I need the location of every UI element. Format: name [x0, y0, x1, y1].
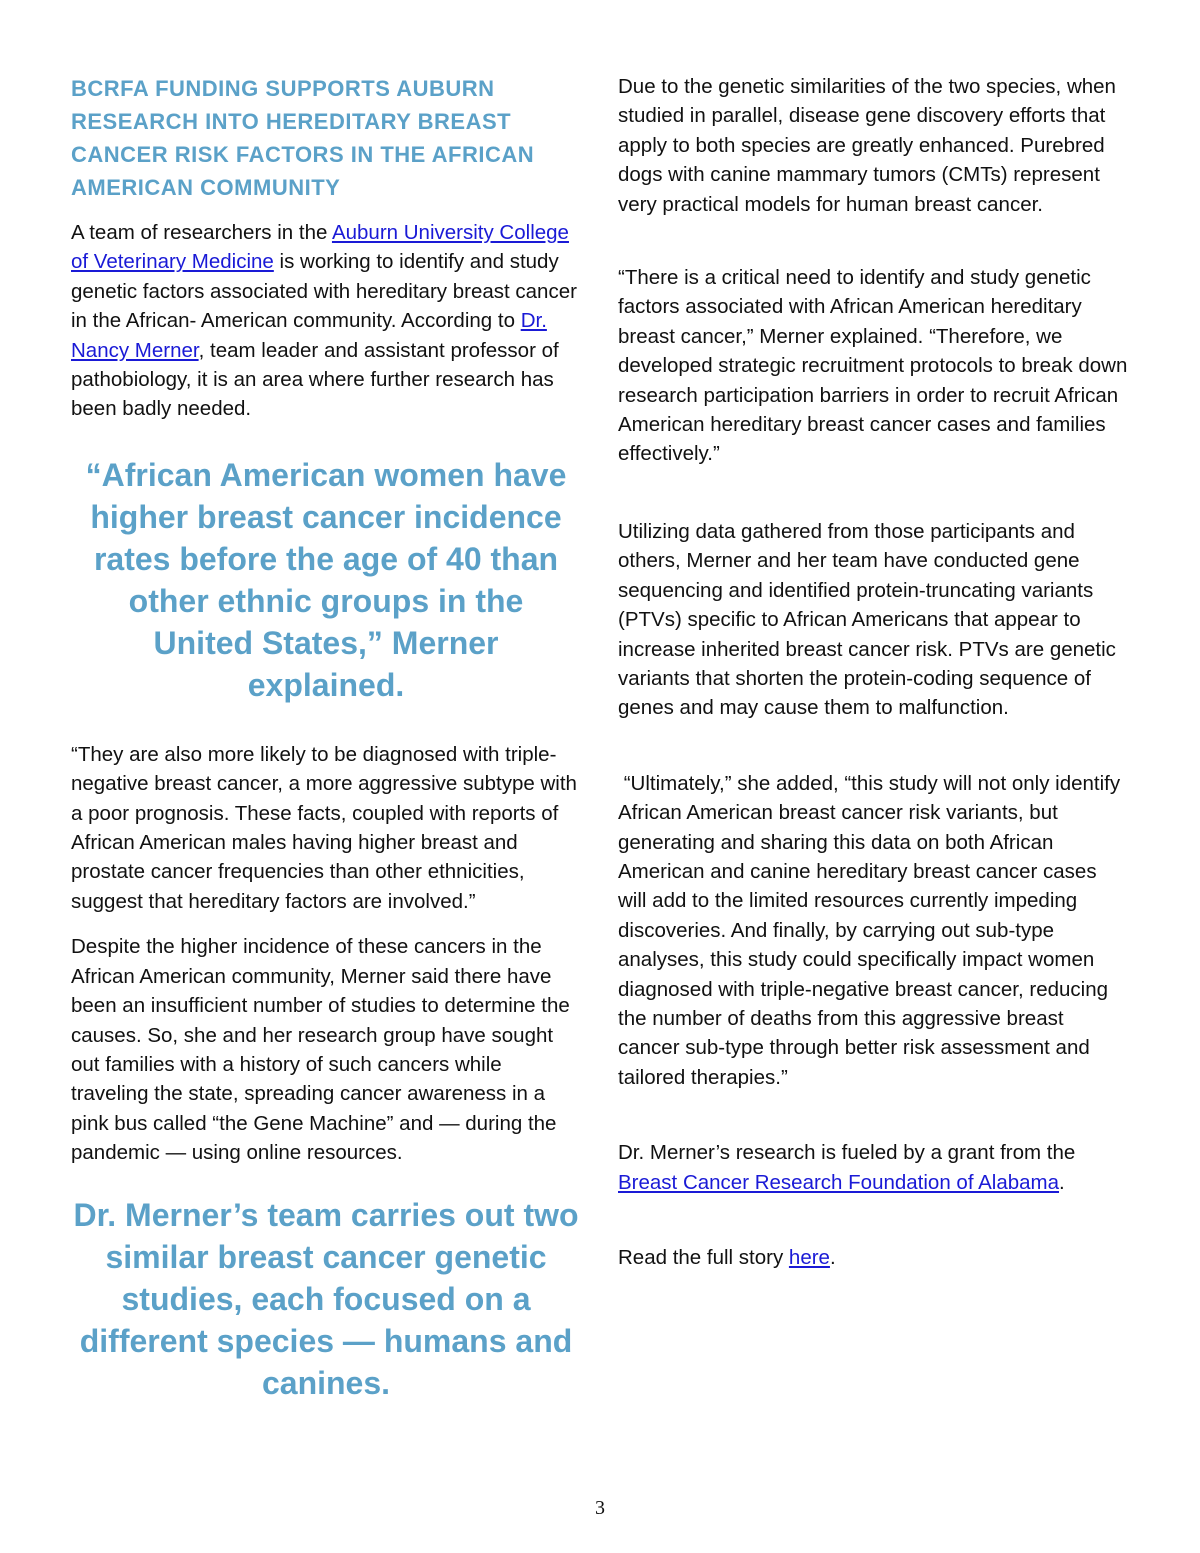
left-column — [71, 72, 581, 1404]
genetic-similarities-paragraph: Due to the genetic similarities of the two species, when studied in parallel, disease gene discovery efforts that apply to both species are greatly enhanced. Purebred dogs with canine mammary tumors (CMTs) represent very practical models for human breast cancer. — [618, 75, 1116, 216]
bcrfa-link[interactable]: Breast Cancer Research Foundation of Alabama — [618, 1170, 1060, 1194]
critical-need-paragraph: “There is a critical need to identify and study genetic factors associated with African American hereditary breast cancer,” Merner explained. “Therefore, we developed strategic recruitment protocols to break down research participation barriers in order to recruit African American hereditary breast cancer cases and families effectively.” — [618, 266, 1128, 466]
read-more-period: . — [829, 1246, 836, 1269]
funding-paragraph — [618, 1138, 1128, 1197]
intro-text-1: A team of researchers in the — [71, 221, 332, 244]
right-column — [618, 72, 1128, 1272]
ultimately-paragraph: “Ultimately,” she added, “this study will not only identify African American breast cancer risk variants, but generating and sharing this data on both African American and canine hereditary breast cancer cases will add to the limited resources currently impeding discoveries. And finally, by carrying out sub-type analyses, this study could specifically impact women diagnosed with triple-negative breast cancer, reducing the number of deaths from this aggressive breast cancer sub-type through better risk assessment and tailored therapies.” — [618, 771, 1125, 1089]
page-number: 3 — [595, 1497, 605, 1519]
read-full-story-link[interactable]: here — [788, 1246, 830, 1269]
intro-text-3: , team leader and assistant professor of pathobiology, it is an area where further research has been badly needed. — [71, 338, 559, 421]
read-more-paragraph — [618, 1243, 1128, 1272]
intro-paragraph — [71, 218, 581, 424]
pull-quote-1: “African American women have higher breast cancer incidence rates before the age of 40 than other ethnic groups in the United States,” Merner explained. — [85, 456, 567, 703]
gene-sequencing-paragraph: Utilizing data gathered from those participants and others, Merner and her team have conducted gene sequencing and identified protein-truncating variants (PTVs) specific to African Americans that appear to increase inherited breast cancer risk. PTVs are genetic variants that shorten the protein-coding sequence of genes and may cause them to malfunction. — [618, 519, 1116, 720]
despite-paragraph: Despite the higher incidence of these cancers in the African American community, Merner said there have been an insufficient number of studies to determine the causes. So, she and her research group have sought out families with a history of such cancers while traveling the state, spreading cancer awareness in a pink bus called “the Gene Machine” and — during the pandemic — using online resources. — [71, 935, 570, 1165]
quote-paragraph: “They are also more likely to be diagnosed with triple-negative breast cancer, a more aggressive subtype with a poor prognosis. These facts, coupled with reports of African American males having higher breast and prostate cancer frequencies than other ethnicities, suggest that hereditary factors are involved.” — [71, 742, 577, 913]
article-headline: BCRFA FUNDING SUPPORTS AUBURN RESEARCH INTO HEREDITARY BREAST CANCER RISK FACTORS IN THE AFRICAN AMERICAN COMMUNITY — [71, 76, 535, 200]
intro-text-2: is working to identify and study genetic factors associated with hereditary breast cancer in the African- American community. According to — [71, 250, 577, 333]
funding-text-1: Dr. Merner’s research is fueled by a grant from the — [618, 1141, 1076, 1165]
funding-text-2: . — [1059, 1170, 1065, 1194]
pull-quote-2: Dr. Merner’s team carries out two similar breast cancer genetic studies, each focused on a different species — humans and canines. — [73, 1196, 579, 1401]
read-more-text: Read the full story — [618, 1246, 789, 1269]
auburn-vet-med-link[interactable]: Auburn University College of Veterinary Medicine — [71, 221, 569, 274]
nancy-merner-link[interactable]: Dr. Nancy Merner — [71, 309, 547, 362]
